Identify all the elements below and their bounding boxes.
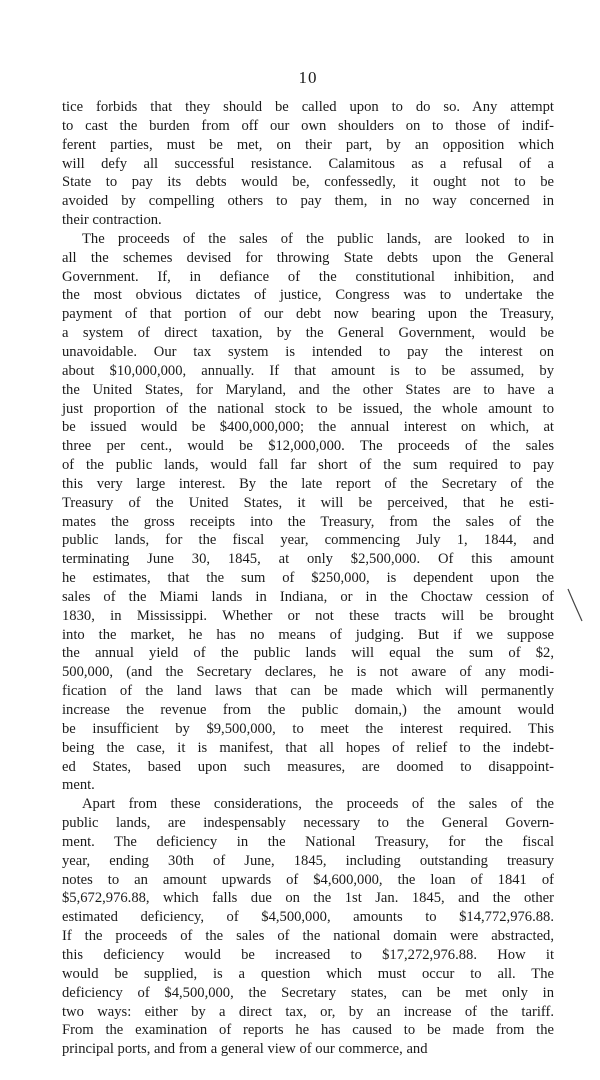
text-line: being the case, it is manifest, that all hopes of relief to the indebt- [62, 739, 554, 756]
text-line: year, ending 30th of June, 1845, including outstanding treasury [62, 852, 554, 869]
paragraph [62, 230, 554, 795]
text-line: he estimates, that the sum of $250,000, is dependent upon the [62, 570, 554, 587]
text-line: ment. [62, 777, 95, 794]
text-line: $5,672,976.88, which falls due on the 1st Jan. 1845, and the other [62, 890, 554, 907]
text-line: Government. If, in defiance of the constitutional inhibition, and [62, 268, 554, 285]
text-line: the annual yield of the public lands will equal the sum of $2, [62, 645, 554, 662]
text-line: If the proceeds of the sales of the national domain were abstracted, [62, 928, 554, 945]
text-line: The proceeds of the sales of the public lands, are looked to in [82, 230, 554, 247]
paragraph [62, 98, 554, 230]
text-line: notes to an amount upwards of $4,600,000, the loan of 1841 of [62, 871, 554, 888]
text-line: into the market, he has no means of judging. But if we suppose [62, 626, 554, 643]
text-line: 1830, in Mississippi. Whether or not these tracts will be brought [62, 607, 554, 624]
text-line: tice forbids that they should be called upon to do so. Any attempt [62, 99, 554, 115]
text-line: to cast the burden from off our own shoulders on to those of indif- [62, 117, 554, 134]
text-line: will defy all successful resistance. Calamitous as a refusal of a [62, 155, 554, 172]
text-line: terminating June 30, 1845, at only $2,500,000. Of this amount [62, 551, 554, 568]
body-text [62, 98, 554, 1059]
text-line: estimated deficiency, of $4,500,000, amounts to $14,772,976.88. [62, 909, 554, 926]
text-line: the United States, for Maryland, and the other States are to have a [62, 381, 554, 398]
text-line: ment. The deficiency in the National Treasury, for the fiscal [62, 833, 554, 850]
text-line: sales of the Miami lands in Indiana, or in the Choctaw cession of [62, 588, 554, 605]
text-line: mates the gross receipts into the Treasury, from the sales of the [62, 513, 554, 530]
text-line: fication of the land laws that can be made which will permanently [62, 683, 554, 700]
text-line: two ways: either by a direct tax, or, by an increase of the tariff. [62, 1003, 554, 1020]
paragraph [62, 795, 554, 1059]
text-line: this deficiency would be increased to $17,272,976.88. How it [62, 946, 554, 963]
text-line: three per cent., would be $12,000,000. The proceeds of the sales [62, 438, 554, 455]
text-line: deficiency of $4,500,000, the Secretary states, can be met only in [62, 984, 554, 1001]
text-line: increase the revenue from the public domain,) the amount would [62, 702, 554, 718]
text-line: public lands, for the fiscal year, commencing July 1, 1844, and [62, 532, 554, 549]
text-line: the most obvious dictates of justice, Congress was to undertake the [62, 287, 554, 304]
text-line: 500,000, (and the Secretary declares, he is not aware of any modi- [62, 664, 554, 681]
text-line: their contraction. [62, 212, 162, 229]
text-line: principal ports, and from a general view of our commerce, and [62, 1041, 428, 1058]
text-line: be insufficient by $9,500,000, to meet the interest required. This [62, 720, 554, 737]
text-line: be issued would be $400,000,000; the annual interest on which, at [62, 419, 554, 436]
text-line: just proportion of the national stock to be issued, the whole amount to [62, 400, 554, 417]
page-number: 10 [298, 68, 318, 87]
text-line: payment of that portion of our debt now bearing upon the Treasury, [62, 306, 554, 323]
text-line: Treasury of the United States, it will be perceived, that he esti- [62, 494, 554, 511]
text-line: would be supplied, is a question which must occur to all. The [62, 965, 554, 982]
text-line: this very large interest. By the late report of the Secretary of the [62, 475, 554, 492]
text-line: ferent parties, must be met, on their part, by an opposition which [62, 136, 554, 153]
text-line: about $10,000,000, annually. If that amount is to be assumed, by [62, 362, 554, 379]
text-line: unavoidable. Our tax system is intended to pay the interest on [62, 343, 554, 360]
text-line: a system of direct taxation, by the General Government, would be [62, 325, 554, 342]
margin-pencil-mark [566, 585, 586, 625]
text-line: Apart from these considerations, the proceeds of the sales of the [82, 796, 554, 813]
text-line: avoided by compelling others to pay them, in no way concerned in [62, 193, 554, 210]
text-line: From the examination of reports he has caused to be made from the [62, 1022, 554, 1039]
text-line: public lands, are indespensably necessary to the General Govern- [62, 815, 554, 832]
text-line: State to pay its debts would be, confessedly, it ought not to be [62, 174, 554, 191]
text-line: ed States, based upon such measures, are doomed to disappoint- [62, 758, 554, 775]
text-line: of the public lands, would fall far short of the sum required to pay [62, 457, 554, 474]
text-line: all the schemes devised for throwing State debts upon the General [62, 249, 554, 266]
